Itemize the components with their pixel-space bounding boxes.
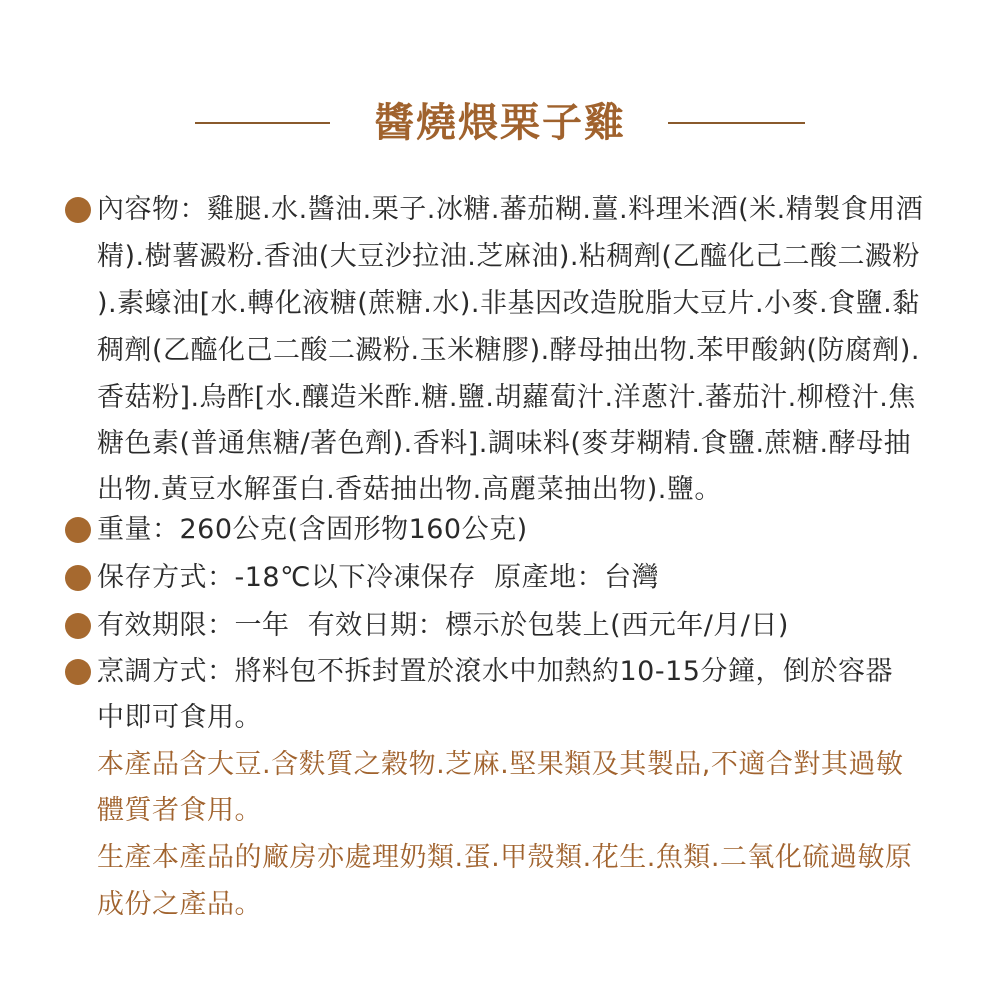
allergen-note-line: 本產品含大豆.含麩質之穀物.芝麻.堅果類及其製品,不適合對其過敏 [97,749,904,780]
facility-note-line: 生產本產品的廠房亦處理奶類.蛋.甲殼類.花生.魚類.二氧化硫過敏原 [97,842,913,873]
allergen-note-line: 體質者食用。 [97,795,262,826]
storage-line: 保存方式：-18℃以下冷凍保存 原產地：台灣 [97,562,660,593]
bullet-icon [65,565,91,591]
ingredients-line: 精).樹薯澱粉.香油(大豆沙拉油.芝麻油).粘稠劑(乙醯化己二酸二澱粉 [97,241,920,272]
page-title: 醬燒煨栗子雞 [374,100,626,146]
bullet-icon [65,517,91,543]
ingredients-line: 內容物：雞腿.水.醬油.栗子.冰糖.蕃茄糊.薑.料理米酒(米.精製食用酒 [97,194,924,225]
ingredients-line: 出物.黃豆水解蛋白.香菇抽出物.高麗菜抽出物).鹽。 [97,474,722,505]
cooking-line: 烹調方式：將料包不拆封置於滾水中加熱約10-15分鐘，倒於容器 [97,656,893,687]
facility-note-line: 成份之產品。 [97,889,262,920]
ingredients-line: 稠劑(乙醯化己二酸二澱粉.玉米糖膠).酵母抽出物.苯甲酸鈉(防腐劑). [97,335,920,366]
bullet-icon [65,197,91,223]
shelf-life-line: 有效期限：一年 有效日期：標示於包裝上(西元年/月/日) [97,610,789,641]
ingredients-line: 糖色素(普通焦糖/著色劑).香料].調味料(麥芽糊精.食鹽.蔗糖.酵母抽 [97,428,912,459]
bullet-icon [65,659,91,685]
title-rule-right [668,122,805,124]
bullet-icon [65,613,91,639]
title-rule-left [195,122,330,124]
cooking-line: 中即可食用。 [97,702,262,733]
weight-line: 重量：260公克(含固形物160公克) [97,514,528,545]
ingredients-line: 香菇粉].烏酢[水.釀造米酢.糖.鹽.胡蘿蔔汁.洋蔥汁.蕃茄汁.柳橙汁.焦 [97,382,916,413]
ingredients-line: ).素蠔油[水.轉化液糖(蔗糖.水).非基因改造脫脂大豆片.小麥.食鹽.黏 [97,288,920,319]
